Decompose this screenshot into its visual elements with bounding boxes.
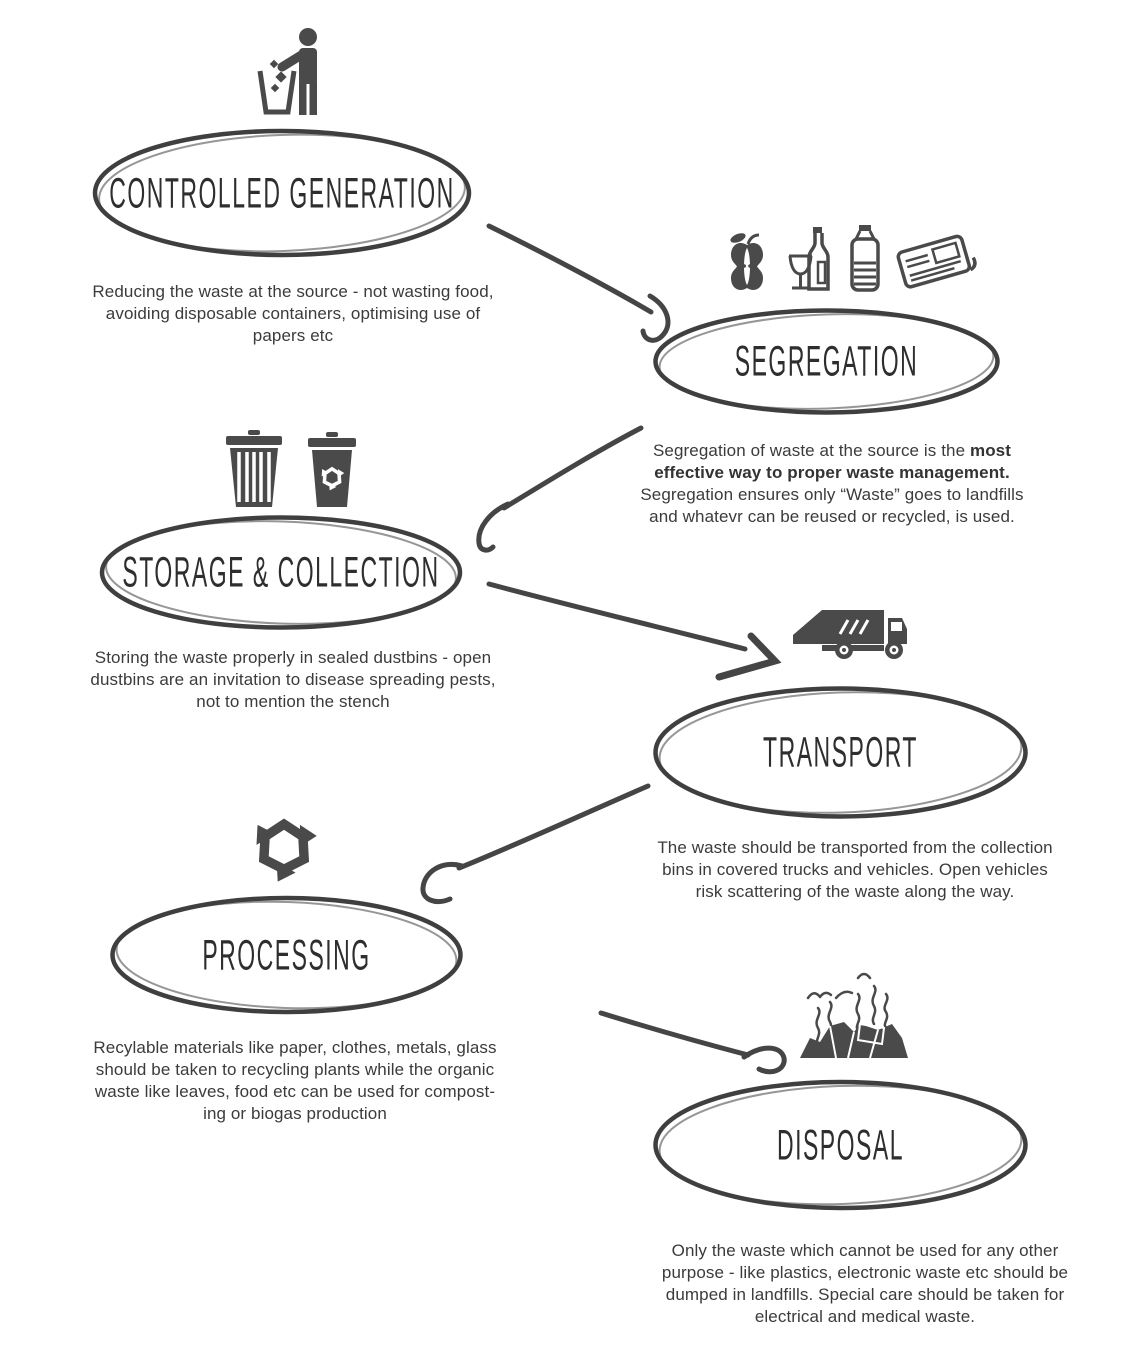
plastic-bottle-icon xyxy=(847,224,883,292)
stage-ellipse-processing xyxy=(105,890,468,1020)
description-line: bins in covered trucks and vehicles. Open vehicles xyxy=(662,860,1048,879)
stage-title-disposal: DISPOSAL xyxy=(776,1120,905,1169)
description-line: Reducing the waste at the source - not wasting food, xyxy=(92,282,494,301)
stage-title-transport: TRANSPORT xyxy=(763,727,918,776)
description-line: electrical and medical waste. xyxy=(754,1307,976,1326)
description-line: avoiding disposable containers, optimising use of xyxy=(105,304,481,323)
recycle-bin-icon xyxy=(306,432,358,508)
description-line: and whatevr can be reused or recycled, is used. xyxy=(649,507,1015,526)
stage-title-storage-collection: STORAGE & COLLECTION xyxy=(122,547,440,596)
description-line: dustbins are an invitation to disease spreading pests, xyxy=(90,670,496,689)
wine-bottle-and-glass-icon xyxy=(784,226,834,292)
description-line: papers etc xyxy=(252,326,334,345)
description-line: Storing the waste properly in sealed dustbins - open xyxy=(94,648,492,667)
stage-description-transport xyxy=(650,837,1060,903)
arrow-transport-to-processing xyxy=(423,786,648,902)
stage-description-storage-collection xyxy=(73,647,513,713)
stage-title-controlled-generation: CONTROLLED GENERATION xyxy=(109,168,455,217)
apple-core-icon xyxy=(726,230,771,292)
stage-ellipse-controlled-generation xyxy=(87,123,477,263)
stage-ellipse-transport xyxy=(648,680,1033,825)
description-line: should be taken to recycling plants while the organic xyxy=(95,1060,495,1079)
stage-description-segregation xyxy=(622,440,1042,528)
description-line: purpose - like plastics, electronic waste etc should be xyxy=(661,1263,1069,1282)
description-line: dumped in landfills. Special care should be taken for xyxy=(665,1285,1065,1304)
trash-can-icon xyxy=(224,430,284,508)
stage-ellipse-storage-collection xyxy=(95,510,467,635)
description-line: ing or biogas production xyxy=(203,1104,387,1123)
stage-ellipse-segregation xyxy=(648,303,1005,420)
recycling-symbol-icon xyxy=(246,806,322,886)
description-line: risk scattering of the waste along the way. xyxy=(695,882,1015,901)
arrow-processing-to-disposal xyxy=(601,1013,784,1072)
arrow-generation-to-segregation xyxy=(489,226,668,340)
stage-description-disposal xyxy=(650,1240,1080,1328)
stage-title-segregation: SEGREGATION xyxy=(734,336,919,385)
garbage-truck-icon xyxy=(790,598,908,660)
landfill-icon xyxy=(796,966,910,1062)
description-line: waste like leaves, food etc can be used for compost- xyxy=(94,1082,496,1101)
segregation-waste-icons xyxy=(726,224,972,292)
description-line: Recylable materials like paper, clothes, metals, glass xyxy=(93,1038,497,1057)
stage-title-processing: PROCESSING xyxy=(202,930,371,979)
stage-description-processing xyxy=(75,1037,515,1125)
storage-bins-icons xyxy=(224,430,358,508)
arrow-storage-to-transport xyxy=(489,584,775,677)
description-line: not to mention the stench xyxy=(196,692,390,711)
description-line: Only the waste which cannot be used for any other xyxy=(671,1241,1059,1260)
stage-ellipse-disposal xyxy=(648,1073,1033,1217)
description-line: Segregation ensures only “Waste” goes to landfills xyxy=(640,485,1024,504)
description-line: effective way to proper waste management. xyxy=(654,463,1010,482)
arrow-segregation-to-storage xyxy=(479,428,641,550)
stage-description-controlled-generation xyxy=(73,281,513,347)
description-line: The waste should be transported from the collection xyxy=(657,838,1053,857)
newspaper-icon xyxy=(896,232,976,292)
person-throwing-litter-icon xyxy=(254,26,334,118)
description-line: Segregation of waste at the source is the most xyxy=(652,441,1012,460)
